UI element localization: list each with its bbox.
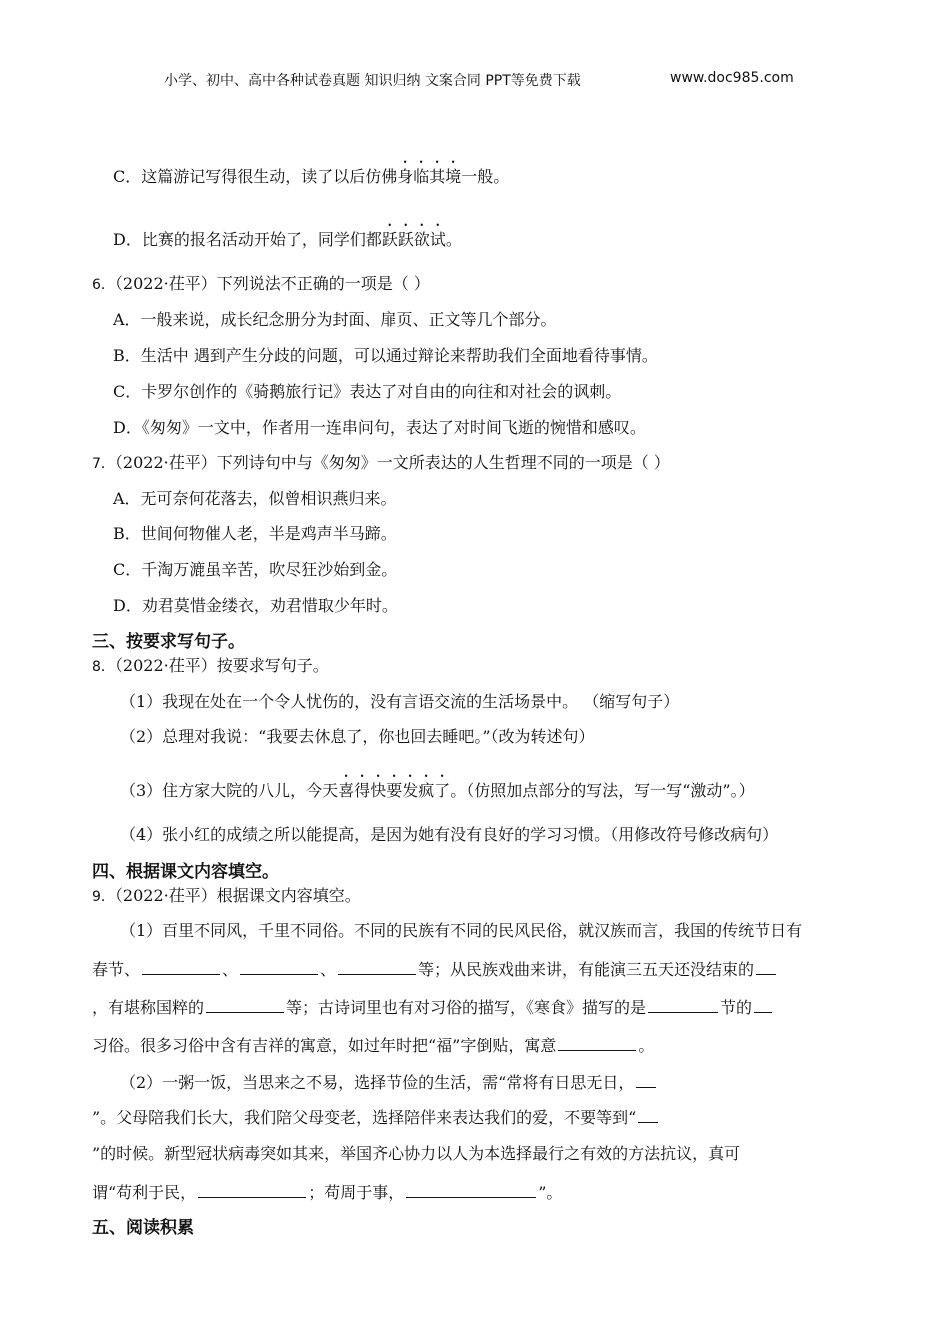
q9-text: ；苟周于事， [308,1183,405,1202]
q9-stem [92,883,361,906]
q9-text: ”。父母陪我们长大，我们陪父母变老，选择陪伴来表达我们的爱，不要等到“ [92,1108,637,1127]
q7-option-d: D．劝君莫惜金缕衣，劝君惜取少年时。 [113,596,398,615]
q8-stem [92,653,329,676]
section-5-title: 五、阅读积累 [92,1218,194,1238]
q9-text: ”。 [538,1183,563,1202]
answer-blank[interactable] [338,960,416,975]
q9-text: （2）一粥一饭，当思来之不易，选择节俭的生活，需“常将有日思无日， [120,1073,635,1092]
q5-option-c [113,158,509,187]
q9-stem-text: （2022·茌平）根据课文内容填空。 [114,886,361,905]
q9-text: 春节、 [92,960,141,979]
answer-blank[interactable] [406,1183,536,1198]
q9-p1-line1: （1）百里不同风，千里不同俗。不同的民族有不同的民风民俗，就汉族而言，我国的传统节日有 [120,921,803,940]
q6-option-a: A．一般来说，成长纪念册分为封面、扉页、正文等几个部分。 [113,310,557,329]
q8-s3-post: 。（仿照加点部分的写法，写一写“激动”。） [450,781,755,800]
q7-number: 7． [92,456,115,472]
q9-text: 节的 [720,998,753,1017]
q9-p2-line4 [92,1180,562,1203]
q7-stem-text: （2022·茌平）下列诗句中与《匆匆》一文所表达的人生哲理不同的一项是（ ） [114,453,670,472]
answer-blank[interactable] [648,998,718,1013]
q9-text: 。 [638,1036,655,1055]
q9-text: 、 [222,960,239,979]
q9-text: 、 [320,960,337,979]
q9-p2-line3: ”的时候。新型冠状病毒突如其来，举国齐心协力以人为本选择最行之有效的方法抗议，真可 [92,1144,741,1163]
header-url[interactable]: www.doc985.com [670,70,794,86]
q7-stem [92,450,670,473]
q5-option-d [113,221,462,250]
answer-blank[interactable] [638,1108,658,1123]
header-text: 小学、初中、高中各种试卷真题 知识归纳 文案合同 PPT等免费下载 [164,73,581,89]
section-4-title: 四、根据课文内容填空。 [92,862,279,882]
q6-option-b: B．生活中 遇到产生分歧的问题，可以通过辩论来帮助我们全面地看待事情。 [113,346,658,365]
q6-stem-text: （2022·茌平）下列说法不正确的一项是（ ） [114,274,430,293]
q5-c-pre: C．这篇游记写得很生动，读了以后仿佛 [113,167,398,186]
answer-blank[interactable] [240,960,318,975]
q9-number: 9． [92,889,115,905]
q5-c-post: 一般。 [461,167,510,186]
q9-text: 习俗。很多习俗中含有吉祥的寓意，如过年时把“福”字倒贴，寓意 [92,1036,557,1055]
q9-text: 等；古诗词里也有对习俗的描写，《寒食》描写的是 [286,998,647,1017]
q6-option-d: D．《匆匆》一文中，作者用一连串问句，表达了对时间飞逝的惋惜和感叹。 [113,418,646,437]
q5-d-pre: D．比赛的报名活动开始了，同学们都 [113,230,382,249]
q8-sub-2: （2）总理对我说：“我要去休息了，你也回去睡吧。”（改为转述句） [120,727,595,746]
q5-c-emphasis: 身临其境 [397,167,462,186]
q9-text: 谓“苟利于民， [92,1183,197,1202]
q9-text: 等；从民族戏曲来讲，有能演三五天还没结束的 [418,960,755,979]
q8-s3-pre: （3）住方家大院的八儿，今天 [120,781,339,800]
q8-stem-text: （2022·茌平）按要求写句子。 [114,656,329,675]
q9-p2-line2 [92,1105,660,1128]
q8-sub-4: （4）张小红的成绩之所以能提高，是因为她有没有良好的学习习惯。（用修改符号修改病句） [120,825,779,844]
q6-option-c: C．卡罗尔创作的《骑鹅旅行记》表达了对自由的向往和对社会的讽刺。 [113,382,622,401]
answer-blank[interactable] [558,1036,636,1051]
q6-number: 6． [92,277,115,293]
q7-option-a: A．无可奈何花落去，似曾相识燕归来。 [113,489,397,508]
q8-sub-1: （1）我现在处在一个令人忧伤的，没有言语交流的生活场景中。 （缩写句子） [120,692,680,711]
q8-sub-3 [120,772,755,801]
section-3-title: 三、按要求写句子。 [92,632,245,652]
answer-blank[interactable] [206,998,284,1013]
q7-option-b: B．世间何物催人老，半是鸡声半马蹄。 [113,524,397,543]
q5-d-post: 。 [445,230,462,249]
q5-d-emphasis: 跃跃欲试 [381,230,446,249]
q9-p1-line4 [92,1033,654,1056]
q7-option-c: C．千淘万漉虽辛苦，吹尽狂沙始到金。 [113,560,398,579]
q8-number: 8． [92,659,115,675]
q9-p1-line3 [92,995,774,1018]
q9-text: ，有堪称国粹的 [92,998,205,1017]
q6-stem [92,271,430,294]
answer-blank[interactable] [754,998,772,1013]
answer-blank[interactable] [756,960,776,975]
answer-blank[interactable] [142,960,220,975]
answer-blank[interactable] [198,1183,306,1198]
q8-s3-emphasis: 喜得快要发疯了 [338,781,451,800]
answer-blank[interactable] [636,1073,656,1088]
q9-p1-line2 [92,957,778,980]
q9-p2-line1 [120,1070,658,1093]
